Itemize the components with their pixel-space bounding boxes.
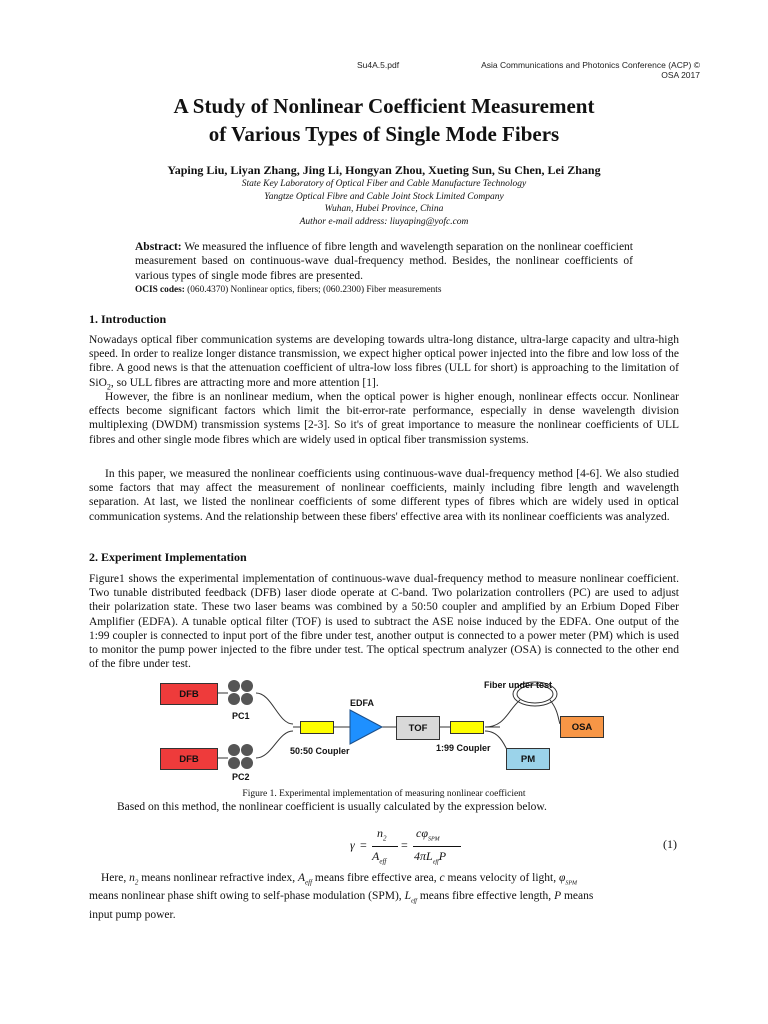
section-heading-experiment: 2. Experiment Implementation [89, 550, 247, 564]
file-label: Su4A.5.pdf [357, 60, 400, 70]
abstract-text: We measured the influence of fibre length and wavelength separation on the nonlinear coefficient measurement based on continuous-wave dual-frequency method. Besides, the nonlinear coefficients of various types of single mode fibres are presented. [135, 241, 634, 282]
def-c: c [439, 872, 445, 884]
def-leff-letter: L [404, 890, 411, 902]
intro-paragraph-1 [89, 333, 679, 394]
affiliation [0, 178, 768, 228]
eq-fraction-bar-2 [413, 846, 461, 847]
fiber-under-test-label: Fiber under test [484, 680, 553, 690]
eq-leff-sub: eff [432, 859, 439, 866]
def-n2-sub: 2 [134, 878, 139, 887]
affiliation-line-3: Wuhan, Hubei Province, China [324, 204, 444, 215]
def-n2 [129, 872, 139, 887]
eq-p: P [438, 849, 447, 863]
conference-name: Asia Communications and Photonics Conference (ACP) © [481, 60, 700, 70]
pc1-paddles [228, 680, 258, 708]
conference-header [470, 60, 700, 80]
coupler-199-label: 1:99 Coupler [436, 743, 491, 753]
author-email: Author e-mail address: liuyaping@yofc.com [299, 216, 469, 227]
def-n2-letter: n [129, 872, 135, 884]
coupler-5050-label: 50:50 Coupler [290, 746, 350, 756]
ocis-codes [135, 285, 633, 295]
pc2-paddle-icon [241, 744, 253, 756]
pc1-paddle-icon [228, 680, 240, 692]
pm-power-meter: PM [506, 748, 550, 770]
def-p: P [554, 890, 562, 902]
def-aeff-sub: eff [305, 878, 313, 887]
osa-analyzer: OSA [560, 716, 604, 738]
def-text-1: means nonlinear refractive index, [141, 872, 296, 884]
experiment-paragraph-2: Based on this method, the nonlinear coefficient is usually calculated by the expression below. [117, 801, 547, 813]
eq-n2-n: n [377, 826, 383, 840]
def-phi [558, 872, 578, 887]
pc1-paddle-icon [228, 693, 240, 705]
coupler-5050 [300, 721, 334, 734]
ocis-text: (060.4370) Nonlinear optics, fibers; (060.2300) Fiber measurements [187, 285, 442, 295]
def-phi-letter: φ [558, 872, 566, 884]
pc2-label: PC2 [232, 772, 250, 782]
section-heading-introduction: 1. Introduction [89, 312, 167, 326]
intro-p1-subscript: 2 [106, 381, 111, 391]
pc1-paddle-icon [241, 693, 253, 705]
def-aeff [298, 872, 313, 887]
pc2-paddles [228, 744, 258, 772]
eq-aeff-sub: eff [379, 857, 387, 866]
def-here: Here, [101, 872, 127, 884]
eq-gamma: γ [350, 838, 355, 852]
eq-equals-2: = [401, 838, 408, 852]
intro-paragraph-2: However, the fibre is an nonlinear medium, when the optical power is higher enough, nonlinear effects occur. Nonlinear effects become significant factors which limit the bit-error-rate performance, especially in dense wavelength division multiplexing (DWDM) transmission systems [2-3]. So it's of great importance to measure the nonlinear coefficients of ULL fibres and other single mode fibres which are widely used in optical fiber transmission systems. [89, 391, 679, 446]
def-text-4: means nonlinear phase shift owing to self-phase modulation (SPM), [89, 890, 402, 902]
affiliation-line-1: State Key Laboratory of Optical Fiber and Cable Manufacture Technology [241, 179, 527, 189]
intro-p1-text-b: , so ULL fibres are attracting more and more attention [1]. [110, 376, 379, 389]
def-phi-sub: SPM [565, 880, 578, 887]
intro-paragraph-3: In this paper, we measured the nonlinear coefficients using continuous-wave dual-frequency method [4-6]. We also studied some factors that may affect the measurement of nonlinear coefficients, mainly including fibre length and wavelength separation. At last, we listed the nonlinear coefficients of some different types of fibres which are widely used in optical communication systems. And the relationship between these fibers' effective area with its nonlinear coefficients was analyzed. [89, 468, 679, 523]
abstract-label: Abstract: [135, 241, 182, 253]
affiliation-line-2: Yangtze Optical Fibre and Cable Joint Stock Limited Company [264, 191, 504, 202]
eq-fraction-bar-1 [372, 846, 398, 847]
pc1-label: PC1 [232, 711, 250, 721]
tof-filter: TOF [396, 716, 440, 740]
eq-n2-sub: 2 [383, 834, 387, 843]
def-text-2: means fibre effective area, [314, 872, 437, 884]
pc2-paddle-icon [228, 757, 240, 769]
ocis-label: OCIS codes: [135, 285, 185, 295]
def-leff-sub: eff [410, 898, 417, 905]
eq-aeff-a: A [372, 849, 380, 863]
authors: Yaping Liu, Liyan Zhang, Jing Li, Hongyan Zhou, Xueting Sun, Su Chen, Lei Zhang [167, 163, 601, 177]
definitions-line-2 [89, 888, 679, 909]
coupler-199 [450, 721, 484, 734]
title-line-2: of Various Types of Single Mode Fibers [208, 122, 560, 146]
edfa-label: EDFA [350, 698, 375, 708]
paper-title [0, 92, 768, 148]
figure-1-caption: Figure 1. Experimental implementation of measuring nonlinear coefficient [242, 789, 526, 799]
experiment-paragraph-1: Figure1 shows the experimental implementation of continuous-wave dual-frequency method to measure nonlinear coefficient. Two tunable distributed feedback (DFB) laser diode operate at C-band. Two polarization controllers (PC) are used to adjust their polarization state. These two laser beams was combined by a 50:50 coupler and amplified by an Erbium Doped Fiber Amplifier (EDFA). A tunable optical filter (TOF) is used to subtract the ASE noise induced by the EDFA. One output of the 1:99 coupler is connected to input port of the fibre under test, another output is connected to a power meter (PM) which is used to monitor the pump power injected to the fibre under test. The optical spectrum analyzer (OSA) is connected to the other end of the fibre under test. [89, 573, 679, 671]
publisher-label: OSA 2017 [661, 70, 700, 80]
title-line-1: A Study of Nonlinear Coefficient Measurement [173, 94, 595, 118]
def-aeff-letter: A [298, 872, 306, 884]
dfb-laser-top: DFB [160, 683, 218, 705]
pc1-paddle-icon [241, 680, 253, 692]
def-text-5: means fibre effective length, [419, 890, 552, 902]
eq-aeff [372, 849, 386, 865]
eq-n2 [377, 826, 387, 842]
def-text-6: means [563, 890, 594, 902]
eq-denominator [414, 849, 446, 865]
def-text-3: means velocity of light, [447, 872, 557, 884]
abstract [135, 240, 633, 283]
dfb-laser-bottom: DFB [160, 748, 218, 770]
def-leff [404, 890, 417, 905]
pc2-paddle-icon [228, 744, 240, 756]
definitions-line-3: input pump power. [89, 909, 176, 921]
pc2-paddle-icon [241, 757, 253, 769]
eq-c-phi-text: cφ [416, 826, 428, 840]
figure-1-diagram [160, 676, 610, 786]
eq-c-phi [416, 826, 440, 842]
eq-den-text: 4πL [414, 849, 433, 863]
eq-equals-1: = [360, 838, 367, 852]
intro-p1-text-a: Nowadays optical fiber communication systems are developing towards ultra-long distance, ultra-large capacity and ultra-high speed. In order to realize longer distance transmission, we expect higher optical power injected into the fibre and low loss of the fibre. A good news is that the attenuation coefficient of ultra-low loss fibres (ULL for short) is approaching to the limitation of SiO [89, 334, 679, 389]
edfa-amplifier-symbol [350, 710, 382, 744]
equation-number: (1) [663, 837, 677, 851]
eq-spm-sub: SPM [427, 836, 440, 843]
equation-1 [350, 825, 470, 867]
